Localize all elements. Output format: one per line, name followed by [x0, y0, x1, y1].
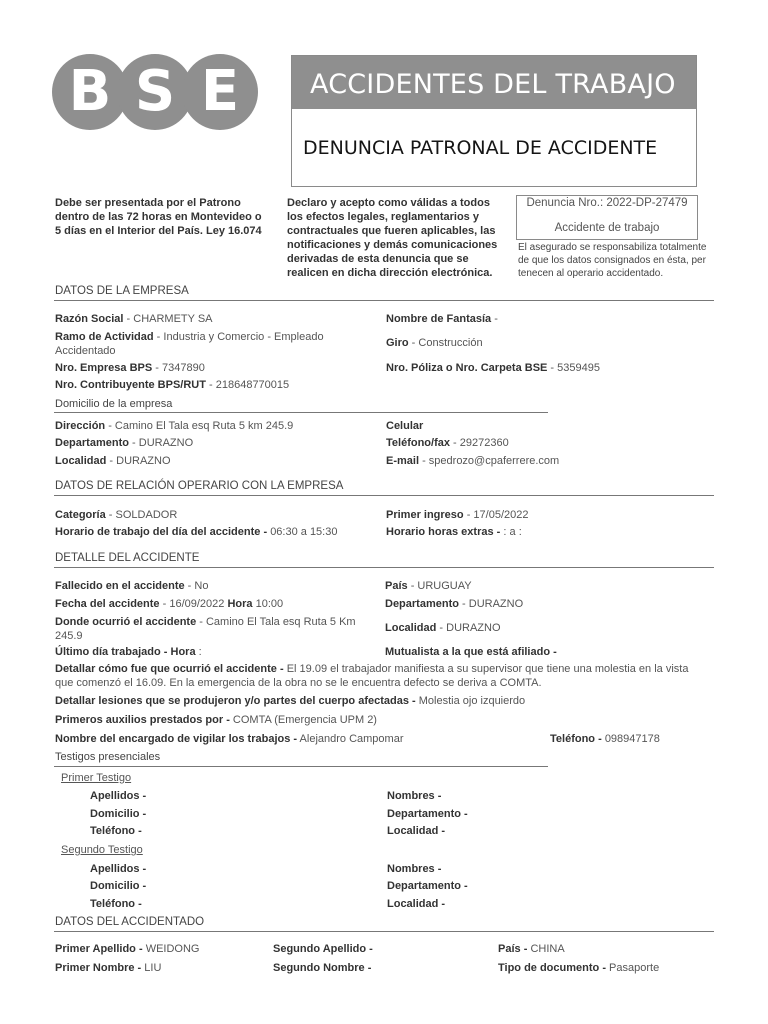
field-value: COMTA (Emergencia UPM 2) — [232, 714, 377, 726]
field-localidad: Localidad - DURAZNO — [55, 455, 171, 467]
field-label: Tipo de documento — [498, 962, 600, 974]
field-tipo-documento: Tipo de documento - Pasaporte — [498, 962, 660, 974]
field-label: Fallecido en el accidente — [55, 580, 185, 592]
field-value: LIU — [144, 962, 162, 974]
field-primer-apellido: Primer Apellido - WEIDONG — [55, 943, 200, 955]
notice-line: derivadas de esta denuncia que se — [287, 253, 469, 265]
field-label: Teléfono - — [90, 825, 142, 837]
field-label: Nombres - — [387, 790, 442, 802]
declaration-notice — [287, 196, 497, 280]
field-label: Celular — [386, 420, 424, 432]
section-accidente: DETALLE DEL ACCIDENTE — [55, 552, 200, 564]
field-value: SOLDADOR — [115, 509, 178, 521]
divider — [54, 300, 714, 301]
logo-letter-e: E — [182, 54, 258, 130]
field-value: 098947178 — [604, 733, 660, 745]
divider — [54, 931, 714, 932]
witness1-apellidos — [90, 789, 146, 803]
field-label: Localidad — [55, 455, 107, 467]
field-label: Departamento — [385, 598, 459, 610]
field-label: Localidad - — [387, 898, 446, 910]
field-label: Primer Nombre — [55, 962, 135, 974]
field-value: 06:30 a 15:30 — [270, 526, 338, 538]
field-lesiones: Detallar lesiones que se produjeron y/o partes del cuerpo afectadas - Molestia ojo izquierdo — [55, 695, 526, 707]
denuncia-label: Denuncia Nro.: — [526, 197, 604, 209]
field-label: Fecha del accidente — [55, 598, 160, 610]
field-nombre-fantasia: Nombre de Fantasía - — [386, 313, 498, 325]
field-value: 29272360 — [459, 437, 509, 449]
field-label: Teléfono/fax — [386, 437, 450, 449]
notice-line: Declaro y acepto como válidas a todos — [287, 197, 490, 209]
divider — [54, 567, 714, 568]
field-primer-ingreso: Primer ingreso - 17/05/2022 — [386, 509, 529, 521]
form-title: ACCIDENTES DEL TRABAJO — [292, 56, 696, 109]
divider — [54, 412, 548, 413]
field-label: Mutualista a la que está afiliado — [385, 646, 551, 658]
field-label: Horario de trabajo del día del accidente — [55, 526, 261, 538]
field-label: Primeros auxilios prestados por — [55, 714, 224, 726]
field-nro-empresa: Nro. Empresa BPS - 7347890 — [55, 362, 205, 374]
section-empresa: DATOS DE LA EMPRESA — [55, 285, 189, 297]
field-value: DURAZNO — [116, 455, 171, 467]
field-value: 218648770015 — [215, 379, 290, 391]
field-label: Razón Social — [55, 313, 124, 325]
field-label: Hora — [227, 598, 253, 610]
witness2-telefono — [90, 897, 142, 911]
section-relacion: DATOS DE RELACIÓN OPERARIO CON LA EMPRESA — [55, 480, 344, 492]
witness2-departamento — [387, 879, 468, 893]
field-label: Domicilio - — [90, 880, 147, 892]
field-telefono-encargado: Teléfono - 098947178 — [550, 733, 660, 745]
field-label: País — [498, 943, 521, 955]
field-label: Departamento — [55, 437, 129, 449]
disclaimer-note — [518, 241, 706, 280]
field-value: No — [194, 580, 209, 592]
denuncia-number — [517, 197, 697, 209]
field-localidad-accidente: Localidad - DURAZNO — [385, 622, 501, 634]
field-value: 16/09/2022 — [169, 598, 225, 610]
witness2-nombres — [387, 862, 441, 876]
field-label: País — [385, 580, 408, 592]
field-label: Localidad - — [387, 825, 446, 837]
field-segundo-apellido: Segundo Apellido - — [273, 943, 373, 955]
field-value: 10:00 — [255, 598, 284, 610]
field-label: Teléfono - — [90, 898, 142, 910]
field-value: 7347890 — [161, 362, 205, 374]
field-label: Horario horas extras — [386, 526, 494, 538]
logo-letter-b: B — [52, 54, 128, 130]
field-label: Localidad — [385, 622, 437, 634]
section-testigos: Testigos presenciales — [55, 751, 161, 763]
field-label: Giro — [386, 337, 409, 349]
witness2-localidad — [387, 897, 445, 911]
field-mutualista: Mutualista a la que está afiliado - — [385, 646, 557, 658]
field-value: Accidentado — [55, 345, 116, 357]
field-encargado: Nombre del encargado de vigilar los trabajos - Alejandro Campomar — [55, 733, 404, 745]
field-departamento-accidente: Departamento - DURAZNO — [385, 598, 524, 610]
notice-line: Debe ser presentada por el Patrono — [55, 197, 241, 209]
field-label: Categoría — [55, 509, 106, 521]
field-value: 245.9 — [55, 630, 83, 642]
field-label: Detallar lesiones que se produjeron y/o partes del cuerpo afectadas — [55, 695, 409, 707]
witness2-domicilio — [90, 879, 146, 893]
field-label: Ramo de Actividad — [55, 331, 154, 343]
witness1-nombres — [387, 789, 441, 803]
field-value: Industria y Comercio - Empleado — [163, 331, 324, 343]
field-como-ocurrio: Detallar cómo fue que ocurrió el accidente - El 19.09 el trabajador manifiesta a su supervisor que tiene una molestia en la vista que comenzó el 16.09. En la emergencia de la obra no se le encuentra defecto se deriva a COMTA. — [55, 663, 689, 689]
field-pais-accidentado: País - CHINA — [498, 943, 565, 955]
field-label: Detallar cómo fue que ocurrió el accidente — [55, 663, 277, 675]
field-fecha-accidente: Fecha del accidente - 16/09/2022 Hora 10:00 — [55, 598, 284, 610]
field-segundo-nombre: Segundo Nombre - — [273, 962, 372, 974]
field-value: Alejandro Campomar — [299, 733, 404, 745]
field-value: Construcción — [418, 337, 483, 349]
divider — [54, 495, 714, 496]
logo-letter-s: S — [117, 54, 193, 130]
denuncia-value: 2022-DP-27479 — [606, 197, 688, 209]
field-label: Departamento - — [387, 808, 468, 820]
field-label: Nombre del encargado de vigilar los trabajos — [55, 733, 291, 745]
field-value: Camino El Tala esq Ruta 5 km 245.9 — [114, 420, 294, 432]
bse-logo — [52, 54, 258, 130]
disclaimer-line: El asegurado se responsabiliza totalmente — [518, 242, 707, 253]
field-telefono-fax: Teléfono/fax - 29272360 — [386, 437, 509, 449]
title-box — [291, 55, 697, 187]
field-value: DURAZNO — [446, 622, 501, 634]
field-label: Primer ingreso — [386, 509, 464, 521]
notice-line: 5 días en el Interior del País. Ley 16.074 — [55, 225, 262, 237]
disclaimer-line: tenecen al operario accidentado. — [518, 268, 664, 279]
field-nro-contribuyente: Nro. Contribuyente BPS/RUT - 218648770015 — [55, 379, 290, 391]
field-label: Nombres - — [387, 863, 442, 875]
field-value: 17/05/2022 — [473, 509, 529, 521]
field-label: E-mail — [386, 455, 420, 467]
field-label: Apellidos - — [90, 790, 147, 802]
field-value: CHARMETY SA — [133, 313, 213, 325]
field-label: Nro. Empresa BPS — [55, 362, 153, 374]
field-value: El 19.09 el trabajador manifiesta a su supervisor que tiene una molestia en la vista — [286, 663, 689, 675]
first-witness-heading: Primer Testigo — [61, 772, 132, 784]
field-pais: País - URUGUAY — [385, 580, 472, 592]
field-email: E-mail - spedrozo@cpaferrere.com — [386, 455, 560, 467]
field-primeros-auxilios: Primeros auxilios prestados por - COMTA (Emergencia UPM 2) — [55, 714, 377, 726]
notice-line: los efectos legales, reglamentarios y — [287, 211, 479, 223]
field-razon-social: Razón Social - CHARMETY SA — [55, 313, 213, 325]
second-witness-heading: Segundo Testigo — [61, 844, 143, 856]
witness1-domicilio — [90, 807, 146, 821]
denuncia-box — [516, 195, 698, 240]
field-label: Departamento - — [387, 880, 468, 892]
field-value: DURAZNO — [138, 437, 194, 449]
field-label: Nro. Contribuyente BPS/RUT — [55, 379, 206, 391]
field-value: spedrozo@cpaferrere.com — [428, 455, 560, 467]
witness2-apellidos — [90, 862, 146, 876]
field-label: Dirección — [55, 420, 106, 432]
field-label: Domicilio - — [90, 808, 147, 820]
field-value: : a : — [503, 526, 522, 538]
field-ramo-actividad: Ramo de Actividad - Industria y Comercio - Empleado Accidentado — [55, 331, 324, 357]
field-label: Primer Apellido — [55, 943, 136, 955]
field-ultimo-dia — [55, 645, 202, 659]
section-domicilio: Domicilio de la empresa — [55, 398, 173, 410]
field-label: Nombre de Fantasía — [386, 313, 492, 325]
field-label: Teléfono — [550, 733, 596, 745]
field-categoria: Categoría - SOLDADOR — [55, 509, 178, 521]
witness1-localidad — [387, 824, 445, 838]
field-label: Segundo Nombre — [273, 962, 365, 974]
notice-line: contractuales que fueren aplicables, las — [287, 225, 496, 237]
field-label: Segundo Apellido — [273, 943, 367, 955]
disclaimer-line: de que los datos consignados en ésta, per — [518, 255, 706, 266]
field-label: Nro. Póliza o Nro. Carpeta BSE — [386, 362, 548, 374]
witness1-telefono — [90, 824, 142, 838]
field-value: DURAZNO — [468, 598, 524, 610]
field-label: Apellidos - — [90, 863, 147, 875]
notice-line: realicen en dicha dirección electrónica. — [287, 267, 493, 279]
field-horas-extras: Horario horas extras - : a : — [386, 526, 522, 538]
field-value: 5359495 — [557, 362, 600, 374]
field-giro: Giro - Construcción — [386, 337, 483, 349]
divider — [54, 766, 548, 767]
field-departamento: Departamento - DURAZNO — [55, 437, 194, 449]
field-primer-nombre: Primer Nombre - LIU — [55, 962, 162, 974]
notice-line: dentro de las 72 horas en Montevideo o — [55, 211, 262, 223]
witness1-departamento — [387, 807, 468, 821]
field-label: Último día trabajado - Hora — [55, 646, 196, 658]
section-accidentado: DATOS DEL ACCIDENTADO — [55, 916, 205, 928]
field-direccion: Dirección - Camino El Tala esq Ruta 5 km 245.9 — [55, 420, 294, 432]
field-donde-ocurrio: Donde ocurrió el accidente - Camino El Tala esq Ruta 5 Km 245.9 — [55, 616, 356, 642]
field-value: : — [198, 646, 202, 658]
field-fallecido: Fallecido en el accidente - No — [55, 580, 209, 592]
field-value: que comenzó el 16.09. En la emergencia de la obra no se le encuentra defecto se deriva a COMTA. — [55, 677, 542, 689]
field-value: CHINA — [530, 943, 565, 955]
field-value: URUGUAY — [417, 580, 472, 592]
field-value: Pasaporte — [609, 962, 660, 974]
field-value: Camino El Tala esq Ruta 5 Km — [205, 616, 356, 628]
field-value: Molestia ojo izquierdo — [418, 695, 526, 707]
notice-line: notificaciones y demás comunicaciones — [287, 239, 498, 251]
field-value: WEIDONG — [145, 943, 200, 955]
field-horario: Horario de trabajo del día del accidente - 06:30 a 15:30 — [55, 526, 338, 538]
field-celular — [386, 419, 423, 433]
presentation-notice — [55, 196, 262, 238]
field-nro-poliza: Nro. Póliza o Nro. Carpeta BSE - 5359495 — [386, 362, 600, 374]
field-label: Donde ocurrió el accidente — [55, 616, 197, 628]
denuncia-type: Accidente de trabajo — [554, 222, 660, 234]
form-subtitle: DENUNCIA PATRONAL DE ACCIDENTE — [303, 137, 658, 159]
